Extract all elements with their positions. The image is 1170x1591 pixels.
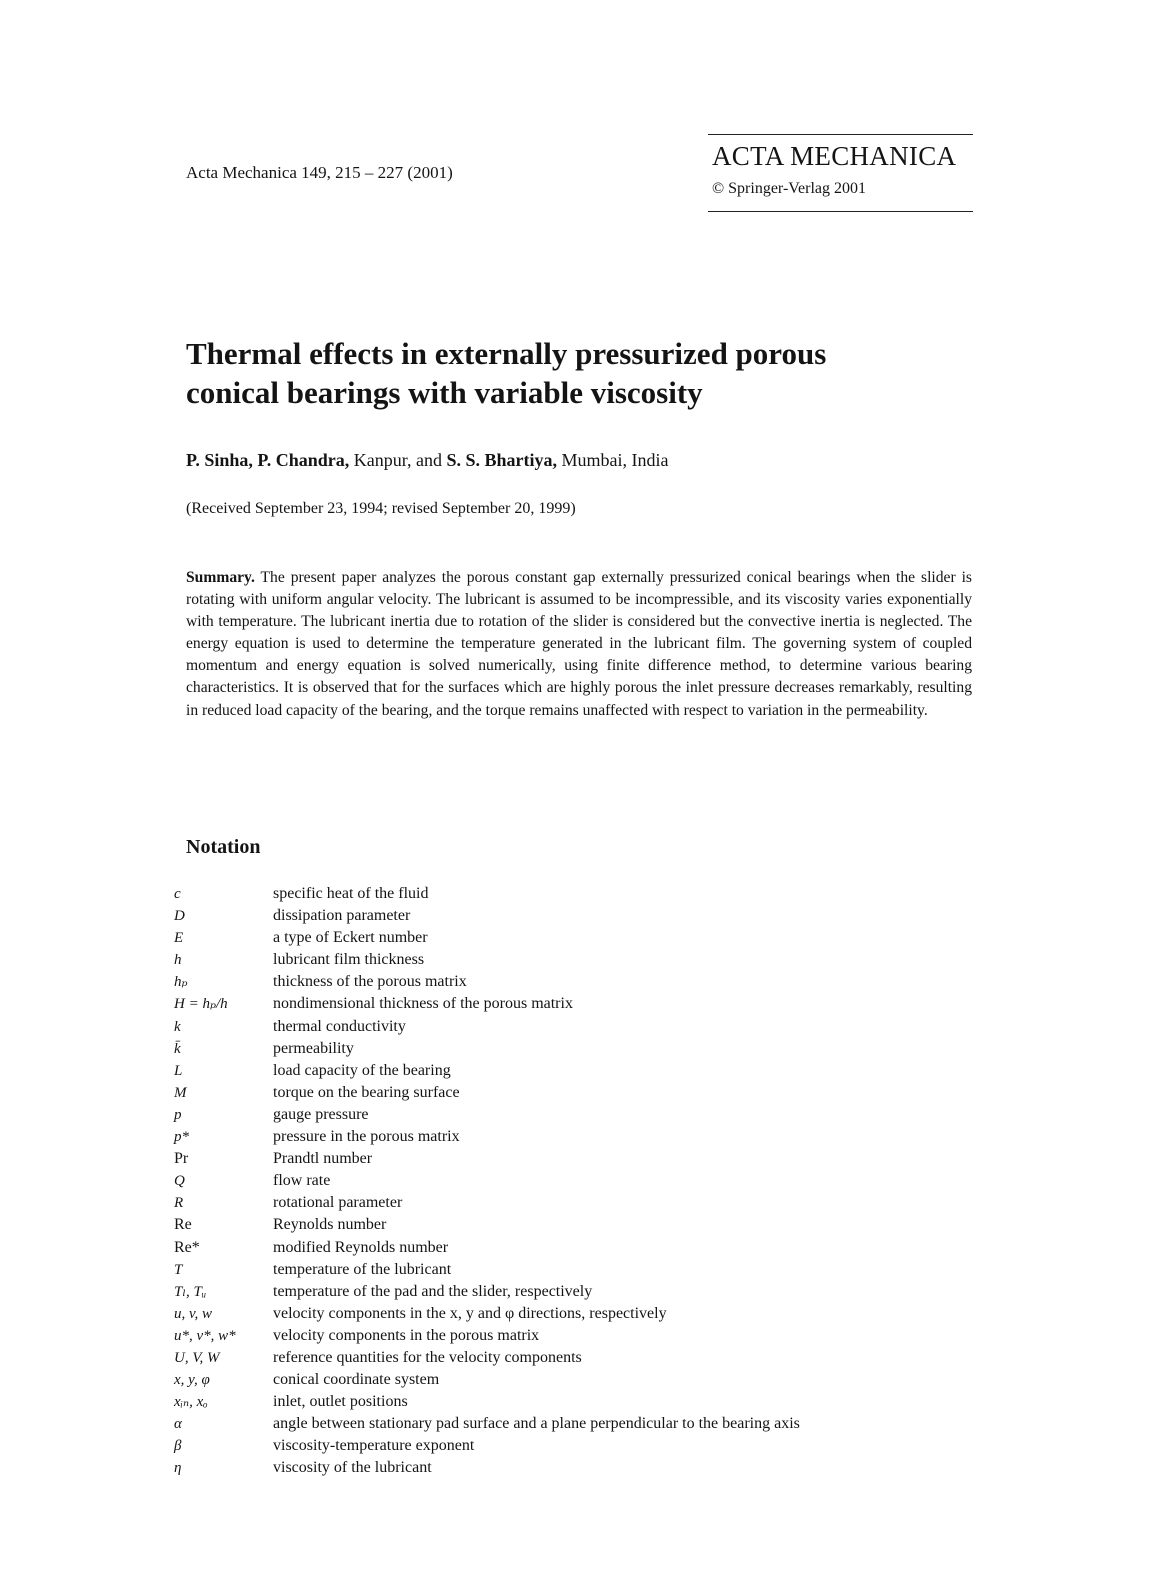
- notation-row: [174, 1237, 966, 1259]
- notation-row: [174, 883, 966, 905]
- notation-description: gauge pressure: [273, 1105, 369, 1123]
- notation-description: inlet, outlet positions: [273, 1393, 408, 1411]
- notation-symbol: H = hₚ/h: [174, 996, 228, 1013]
- notation-description: reference quantities for the velocity components: [273, 1348, 582, 1366]
- notation-list: [174, 883, 966, 1480]
- notation-row: [174, 993, 966, 1015]
- notation-symbol: x, y, φ: [174, 1372, 210, 1389]
- notation-description: Prandtl number: [273, 1150, 373, 1168]
- notation-description: flow rate: [273, 1172, 331, 1190]
- notation-description: viscosity-temperature exponent: [273, 1437, 475, 1455]
- notation-description: viscosity of the lubricant: [273, 1459, 432, 1477]
- notation-row: [174, 1016, 966, 1038]
- notation-symbol: E: [174, 930, 184, 947]
- journal-masthead: [708, 134, 973, 212]
- notation-symbol: β: [174, 1438, 182, 1455]
- notation-symbol: η: [174, 1460, 182, 1477]
- notation-symbol: Re*: [174, 1238, 200, 1256]
- paper-title: [186, 334, 986, 412]
- journal-name: ACTA MECHANICA: [712, 141, 957, 171]
- notation-symbol: M: [174, 1084, 187, 1101]
- notation-symbol: Re: [174, 1216, 192, 1234]
- notation-row: [174, 1148, 966, 1170]
- notation-description: permeability: [273, 1039, 354, 1057]
- notation-row: [174, 949, 966, 971]
- notation-description: load capacity of the bearing: [273, 1061, 451, 1079]
- notation-row: [174, 1126, 966, 1148]
- notation-row: [174, 971, 966, 993]
- notation-symbol: p: [174, 1106, 182, 1123]
- notation-description: rotational parameter: [273, 1194, 403, 1212]
- title-line-1: Thermal effects in externally pressurized porous: [186, 336, 827, 371]
- notation-row: [174, 1104, 966, 1126]
- notation-description: lubricant film thickness: [273, 951, 425, 969]
- copyright: © Springer-Verlag 2001: [712, 180, 867, 197]
- citation: Acta Mechanica 149, 215 – 227 (2001): [186, 163, 453, 182]
- notation-symbol: α: [174, 1416, 182, 1433]
- notation-row: [174, 905, 966, 927]
- notation-symbol: h: [174, 952, 182, 969]
- notation-row: [174, 1391, 966, 1413]
- notation-row: [174, 1170, 966, 1192]
- notation-row: [174, 927, 966, 949]
- notation-row: [174, 1325, 966, 1347]
- notation-symbol: xᵢₙ, xₒ: [174, 1394, 208, 1411]
- notation-symbol: k̄: [174, 1040, 181, 1057]
- authors: [186, 450, 669, 471]
- notation-row: [174, 1038, 966, 1060]
- notation-row: [174, 1457, 966, 1479]
- title-line-2: conical bearings with variable viscosity: [186, 375, 703, 410]
- notation-symbol: R: [174, 1195, 184, 1212]
- author-names-1: P. Sinha, P. Chandra,: [186, 450, 350, 470]
- summary-label: Summary.: [186, 569, 255, 586]
- notation-description: dissipation parameter: [273, 907, 411, 925]
- notation-symbol: c: [174, 886, 181, 902]
- notation-symbol: T: [174, 1261, 183, 1278]
- notation-row: [174, 1082, 966, 1104]
- author-place-2: Mumbai, India: [557, 450, 669, 470]
- notation-symbol: D: [174, 908, 185, 925]
- summary: [186, 567, 972, 722]
- notation-description: Reynolds number: [273, 1216, 387, 1234]
- notation-row: [174, 1435, 966, 1457]
- notation-description: temperature of the lubricant: [273, 1260, 452, 1278]
- notation-row: [174, 1413, 966, 1435]
- notation-description: velocity components in the x, y and φ directions, respectively: [273, 1304, 667, 1322]
- notation-description: thickness of the porous matrix: [273, 973, 467, 991]
- notation-description: conical coordinate system: [273, 1371, 440, 1389]
- notation-row: [174, 1259, 966, 1281]
- notation-symbol: u*, v*, w*: [174, 1327, 236, 1344]
- notation-symbol: Q: [174, 1173, 185, 1190]
- notation-symbol: p*: [174, 1129, 189, 1146]
- notation-row: [174, 1303, 966, 1325]
- notation-description: pressure in the porous matrix: [273, 1128, 460, 1146]
- notation-row: [174, 1347, 966, 1369]
- author-place-1: Kanpur, and: [349, 450, 447, 470]
- notation-symbol: Tₗ, Tᵤ: [174, 1283, 207, 1300]
- notation-symbol: hₚ: [174, 974, 188, 991]
- notation-description: angle between stationary pad surface and a plane perpendicular to the bearing axis: [273, 1415, 800, 1433]
- author-names-2: S. S. Bhartiya,: [446, 450, 558, 470]
- notation-symbol: Pr: [174, 1150, 189, 1168]
- notation-symbol: u, v, w: [174, 1305, 213, 1322]
- notation-row: [174, 1192, 966, 1214]
- notation-description: a type of Eckert number: [273, 929, 428, 947]
- notation-row: [174, 1060, 966, 1082]
- summary-text: The present paper analyzes the porous constant gap externally pressurized conical bearings when the slider is rotating with uniform angular velocity. The lubricant is assumed to be incompressible, and its viscosity varies exponentially with temperature. The lubricant inertia due to rotation of the slider is considered but the convective inertia is neglected. The energy equation is used to determine the temperature generated in the lubricant film. The governing system of coupled momentum and energy equation is solved numerically, using finite difference method, to determine various bearing characteristics. It is observed that for the surfaces which are highly porous the inlet pressure decreases remarkably, resulting in reduced load capacity of the bearing, and the torque remains unaffected with respect to variation in the permeability.: [186, 569, 972, 719]
- notation-description: modified Reynolds number: [273, 1238, 449, 1256]
- notation-description: nondimensional thickness of the porous matrix: [273, 995, 573, 1013]
- notation-description: torque on the bearing surface: [273, 1083, 460, 1101]
- notation-description: thermal conductivity: [273, 1017, 406, 1035]
- notation-symbol: k: [174, 1018, 181, 1035]
- notation-symbol: U, V, W: [174, 1349, 220, 1366]
- notation-heading: Notation: [186, 836, 261, 858]
- notation-row: [174, 1369, 966, 1391]
- notation-row: [174, 1281, 966, 1303]
- notation-row: [174, 1214, 966, 1236]
- notation-symbol: L: [174, 1062, 183, 1079]
- received-dates: (Received September 23, 1994; revised September 20, 1999): [186, 500, 576, 517]
- notation-description: velocity components in the porous matrix: [273, 1326, 540, 1344]
- notation-description: specific heat of the fluid: [273, 885, 429, 902]
- notation-description: temperature of the pad and the slider, respectively: [273, 1282, 593, 1300]
